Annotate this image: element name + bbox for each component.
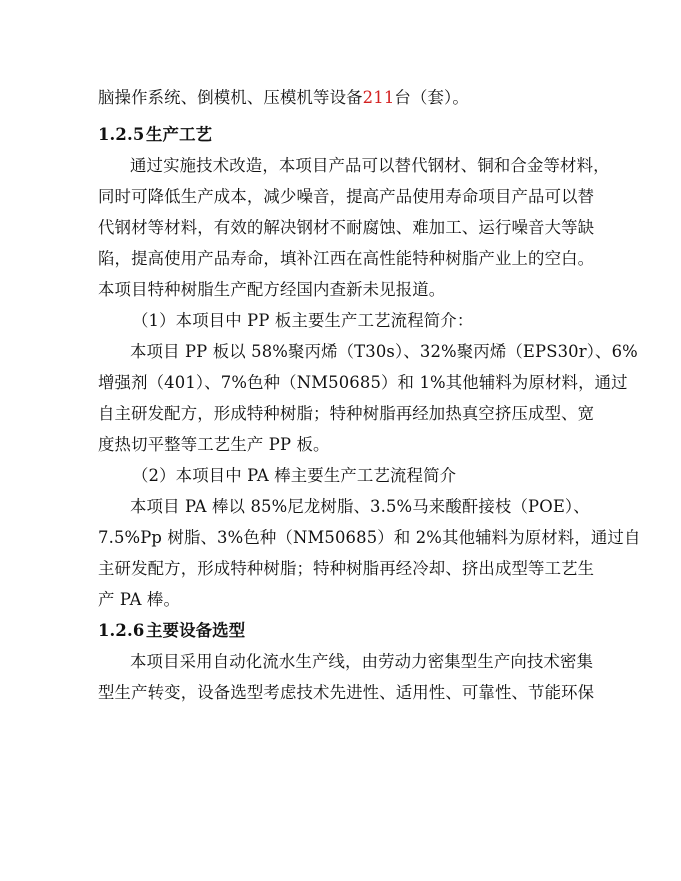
paragraph-line: 陷，提高使用产品寿命，填补江西在高性能特种树脂产业上的空白。 bbox=[98, 249, 595, 268]
paragraph-line: 型生产转变，设备选型考虑技术先进性、适用性、可靠性、节能环保 bbox=[98, 683, 595, 702]
paragraph-line: 7.5%Pp 树脂、3%色种（NM50685）和 2%其他辅料为原材料，通过自 bbox=[98, 528, 641, 547]
section-heading bbox=[98, 621, 245, 641]
paragraph-line: 代钢材等材料，有效的解决钢材不耐腐蚀、难加工、运行噪音大等缺 bbox=[98, 218, 595, 237]
paragraph-line: 同时可降低生产成本，减少噪音，提高产品使用寿命项目产品可以替 bbox=[98, 187, 595, 206]
paragraph-line: 自主研发配方，形成特种树脂；特种树脂再经加热真空挤压成型、宽 bbox=[98, 404, 595, 423]
paragraph-line: 本项目 PA 棒以 85%尼龙树脂、3.5%马来酸酐接枝（POE）、 bbox=[130, 497, 590, 516]
paragraph-line: 主研发配方，形成特种树脂；特种树脂再经冷却、挤出成型等工艺生 bbox=[98, 559, 595, 578]
paragraph-line: 增强剂（401）、7%色种（NM50685）和 1%其他辅料为原材料，通过 bbox=[98, 373, 628, 392]
section-heading bbox=[98, 125, 212, 145]
paragraph-line: 通过实施技术改造，本项目产品可以替代钢材、铜和合金等材料， bbox=[130, 156, 610, 175]
text-line bbox=[98, 88, 469, 108]
section-title: 主要设备选型 bbox=[146, 621, 246, 640]
subsection-title: （1）本项目中 PP 板主要生产工艺流程简介： bbox=[132, 311, 474, 330]
subsection-title: （2）本项目中 PA 棒主要生产工艺流程简介 bbox=[132, 466, 457, 485]
section-number: 1.2.6 bbox=[98, 621, 145, 640]
text-fragment: 脑操作系统、倒模机、压模机等设备 bbox=[98, 88, 363, 107]
section-title: 生产工艺 bbox=[146, 125, 213, 144]
equipment-count: 211 bbox=[362, 88, 395, 107]
paragraph-line: 本项目 PP 板以 58%聚丙烯（T30s）、32%聚丙烯（EPS30r）、6% bbox=[130, 342, 638, 361]
section-number: 1.2.5 bbox=[98, 125, 145, 144]
paragraph-line: 度热切平整等工艺生产 PP 板。 bbox=[98, 435, 330, 454]
paragraph-line: 产 PA 棒。 bbox=[98, 590, 181, 609]
paragraph-line: 本项目特种树脂生产配方经国内查新未见报道。 bbox=[98, 280, 446, 299]
text-fragment: 台（套）。 bbox=[394, 88, 469, 107]
paragraph-line: 本项目采用自动化流水生产线，由劳动力密集型生产向技术密集 bbox=[130, 652, 594, 671]
